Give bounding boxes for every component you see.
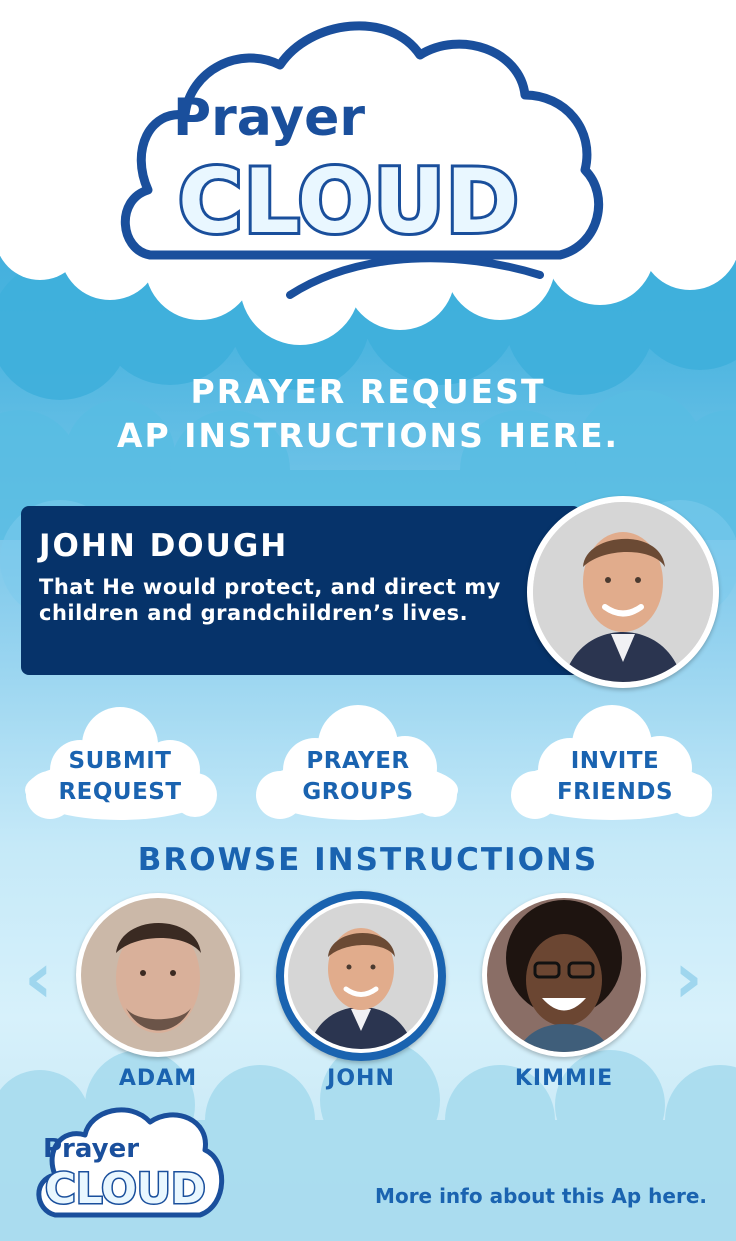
person-illustration-icon [533, 502, 713, 682]
john-photo-frame [284, 899, 438, 1053]
adam-photo [81, 898, 235, 1052]
browse-title: BROWSE INSTRUCTIONS [137, 842, 599, 878]
featured-avatar [527, 496, 719, 688]
person-john-name[interactable]: JOHN [327, 1066, 395, 1091]
chevron-right-icon[interactable]: › [674, 937, 703, 1019]
person-adam-avatar[interactable] [76, 893, 240, 1057]
featured-name: JOHN DOUGH [39, 528, 289, 564]
john-thumb-photo [288, 903, 434, 1049]
prayer-groups-line-1: PRAYER [306, 748, 410, 774]
prayer-groups-line-2: GROUPS [302, 779, 414, 805]
submit-request-line-1: SUBMIT [68, 748, 172, 774]
chevron-left-icon[interactable]: ‹ [24, 937, 53, 1019]
person-illustration-icon [487, 898, 641, 1052]
invite-friends-line-1: INVITE [570, 748, 660, 774]
prayer-groups-button[interactable] [268, 746, 448, 808]
person-kimmie-avatar[interactable] [482, 893, 646, 1057]
kimmie-photo [487, 898, 641, 1052]
person-illustration-icon [81, 898, 235, 1052]
featured-request-card[interactable] [21, 506, 581, 675]
invite-friends-line-2: FRIENDS [556, 779, 674, 805]
headline-line-2: AP INSTRUCTIONS HERE. [116, 416, 620, 455]
logo-cloud-text: CLOUD [178, 150, 520, 253]
logo-prayer-text: Prayer [173, 88, 366, 148]
person-adam-name[interactable]: ADAM [118, 1066, 198, 1091]
footer-logo-cloud-text: CLOUD [45, 1164, 206, 1213]
person-john-avatar[interactable] [276, 891, 446, 1061]
submit-request-button[interactable] [30, 746, 210, 808]
submit-request-line-2: REQUEST [58, 779, 182, 805]
headline-line-1: PRAYER REQUEST [190, 372, 546, 411]
invite-friends-button[interactable] [525, 746, 705, 808]
footer-logo-prayer-text: Prayer [43, 1134, 140, 1164]
person-illustration-icon [288, 903, 434, 1049]
john-photo [533, 502, 713, 682]
more-info-link[interactable]: More info about this Ap here. [375, 1184, 707, 1208]
person-kimmie-name[interactable]: KIMMIE [514, 1066, 614, 1091]
featured-request-text: That He would protect, and direct my children and grandchildren’s lives. [39, 575, 501, 625]
